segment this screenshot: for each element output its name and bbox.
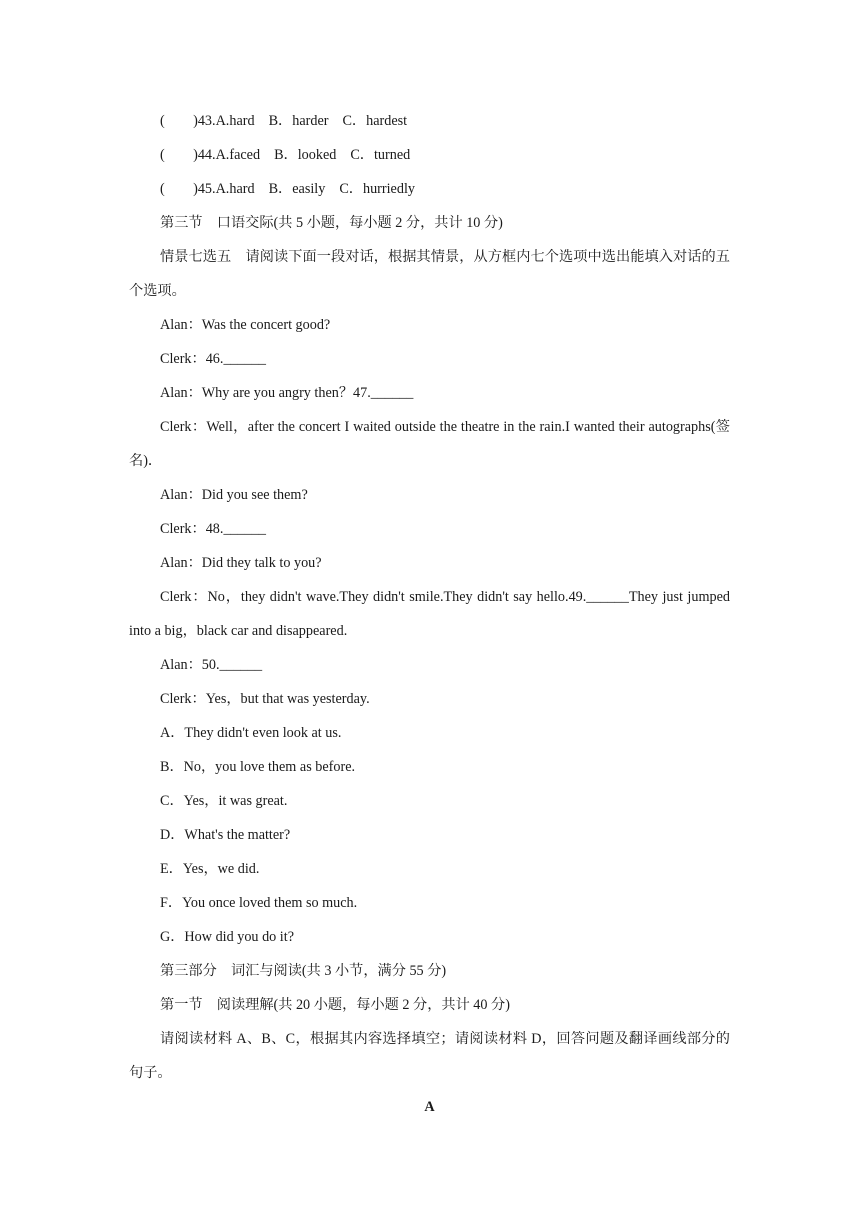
- dialogue-line: Alan：Was the concert good?: [160, 317, 331, 333]
- document-page: [129, 104, 730, 1124]
- option-b: B．harder: [268, 113, 329, 129]
- reading-instruction: 请阅读材料 A、B、C，根据其内容选择填空；请阅读材料 D，回答问题及翻译画线部分的句子。: [129, 1031, 730, 1081]
- instruction-paragraph: 情景七选五 请阅读下面一段对话，根据其情景，从方框内七个选项中选出能填入对话的五个选项。: [129, 249, 730, 299]
- dialogue-line: Alan：Why are you angry then？47.______: [160, 385, 414, 401]
- question-number: ( )43.: [160, 113, 216, 129]
- option-item: C．Yes，it was great.: [160, 793, 288, 809]
- question-number: ( )45.: [160, 181, 216, 197]
- question-43: [129, 104, 730, 138]
- question-44: [129, 138, 730, 172]
- option-item: F．You once loved them so much.: [160, 895, 358, 911]
- passage-label: A: [424, 1099, 435, 1115]
- option-c: C．turned: [350, 147, 411, 163]
- dialogue-line: Alan：50.______: [160, 657, 263, 673]
- dialogue-line: Clerk：48.______: [160, 521, 267, 537]
- option-c: C．hurriedly: [339, 181, 415, 197]
- dialogue-line: Clerk：Yes，but that was yesterday.: [160, 691, 370, 707]
- option-item: B．No，you love them as before.: [160, 759, 356, 775]
- dialogue-line: Alan：Did they talk to you?: [160, 555, 322, 571]
- option-b: B．easily: [268, 181, 326, 197]
- subsection-heading: 第一节 阅读理解(共 20 小题，每小题 2 分，共计 40 分): [160, 997, 510, 1013]
- option-item: E．Yes，we did.: [160, 861, 260, 877]
- dialogue-line: Clerk：46.______: [160, 351, 267, 367]
- option-a: A.hard: [215, 181, 255, 197]
- option-a: A.hard: [215, 113, 255, 129]
- dialogue-line: Clerk：Well，after the concert I waited outside the theatre in the rain.I wanted their autographs(签名)．: [129, 419, 730, 469]
- dialogue-line: Clerk：No，they didn't wave.They didn't smile.They didn't say hello.49.______They just jumped into a big，black car and disappeared.: [129, 589, 730, 639]
- option-b: B．looked: [274, 147, 337, 163]
- question-number: ( )44.: [160, 147, 216, 163]
- option-c: C．hardest: [342, 113, 408, 129]
- dialogue-line: Alan：Did you see them?: [160, 487, 308, 503]
- option-item: D．What's the matter?: [160, 827, 291, 843]
- option-item: G．How did you do it?: [160, 929, 294, 945]
- option-a: A.faced: [215, 147, 261, 163]
- part-heading: 第三部分 词汇与阅读(共 3 小节，满分 55 分): [160, 963, 447, 979]
- section-heading: 第三节 口语交际(共 5 小题，每小题 2 分，共计 10 分): [160, 215, 503, 231]
- question-45: [129, 172, 730, 206]
- option-item: A．They didn't even look at us.: [160, 725, 342, 741]
